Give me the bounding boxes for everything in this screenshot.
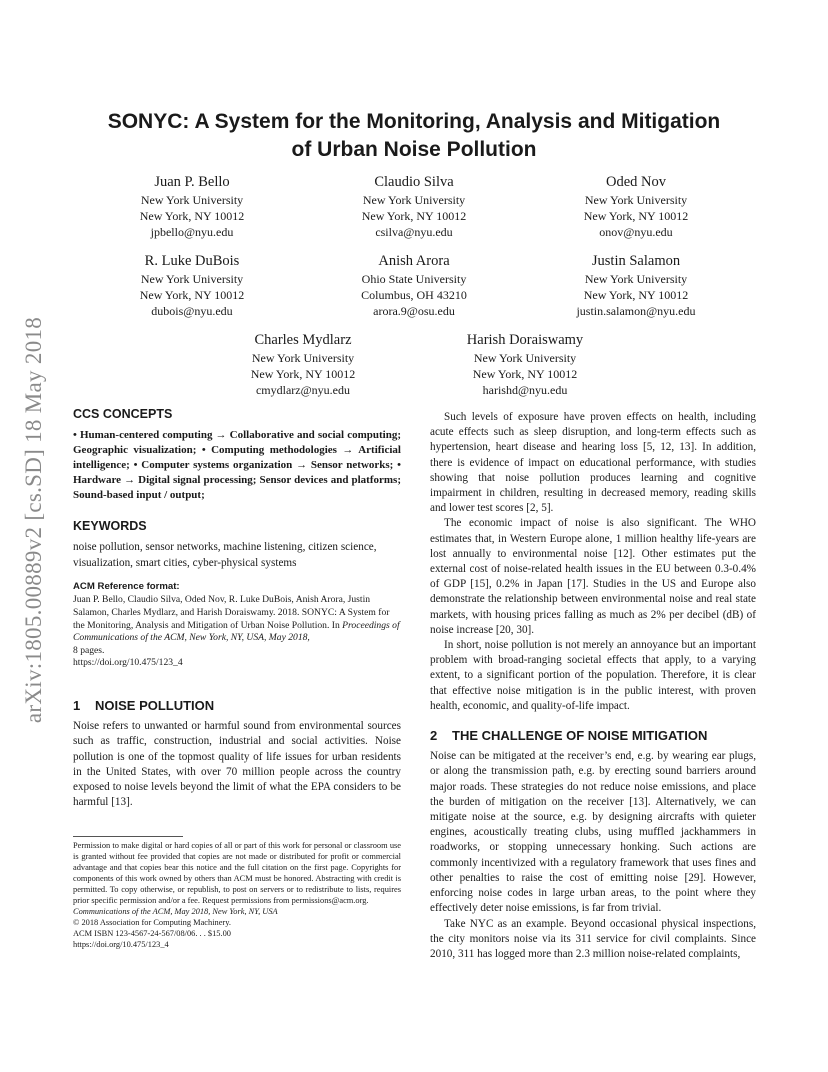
section-1-heading [73, 698, 401, 713]
author-affiliation: New York University [140, 193, 244, 207]
author-name: Oded Nov [605, 174, 666, 190]
acm-reference-pages: 8 pages. [73, 644, 105, 656]
author-affiliation: New York University [251, 351, 355, 365]
keywords-text: noise pollution, sensor networks, machine listening, citizen science, visualization, smart cities, cyber-physical systems [73, 541, 377, 569]
title-line-2: of Urban Noise Pollution [291, 138, 537, 161]
paragraph: In short, noise pollution is not merely an annoyance but an important problem with broad-ranging societal effects that apply, to a varying extent, to a significant portion of the population. Therefore, it is clear that effective noise mitigation is in the public interest, with proven health, economic, and quality-of-life impact. [430, 639, 756, 712]
author-email: cmydlarz@nyu.edu [255, 383, 351, 397]
section-2-number: 2 [430, 728, 438, 744]
author-name: Justin Salamon [591, 253, 681, 269]
paragraph: Such levels of exposure have proven effects on health, including acute effects such as sleep disruption, and long-term effects such as hypertension, heart disease and hearing loss [5, 12, 13]. In addition, there is evidence of impact on educational performance, with studies showing that noise pollution produces learning and cognitive impairment in children, resulting in decreased memory, reading skills and lower test scores [2, 5]. [430, 411, 756, 515]
author-address: New York, NY 10012 [139, 209, 245, 223]
footnote-isbn: ACM ISBN 123-4567-24-567/08/06. . . $15.00 [73, 929, 231, 938]
paper-title [72, 108, 756, 164]
ccs-concepts: • Human-centered computing → Collaborative and social computing; Geographic visualization; • Computing methodologies → Artificial intelligence; • Computer systems organization → Sensor networks; • Hardware → Digital signal processing; Sensor devices and platforms; Sound-based input / output; [73, 429, 401, 502]
author-address: Columbus, OH 43210 [361, 288, 467, 302]
author-name: Harish Doraiswamy [466, 332, 584, 348]
author-address: New York, NY 10012 [361, 209, 467, 223]
permission-footnote [73, 840, 401, 950]
acm-reference-doi[interactable]: https://doi.org/10.475/123_4 [73, 657, 183, 669]
author-block [314, 172, 514, 240]
author-address: New York, NY 10012 [472, 367, 578, 381]
author-email: arora.9@osu.edu [373, 304, 455, 318]
author-email: onov@nyu.edu [599, 225, 673, 239]
footnote-copyright: © 2018 Association for Computing Machinery. [73, 918, 231, 927]
footnote-rule [73, 836, 183, 837]
footnote-doi[interactable]: https://doi.org/10.475/123_4 [73, 940, 169, 949]
section-2-paragraph: Noise can be mitigated at the receiver’s end, e.g. by wearing ear plugs, or along the transmission path, e.g. by erecting sound barriers around major roads. These strategies do not reduce noise emissions, and place the burden of mitigation on the receiver [13]. Alternatively, we can mitigate noise at the source, e.g. by designing aircrafts with quieter engines, acoustically treating clubs, using muffled jackhammers in roadworks, or stopping unnecessary honking. Such actions are commonly incentivized with a regulatory framework that uses fines and other penalties to raise the cost of emitting noise [29]. However, enforcing noise codes in large urban areas, to the point where they effectively deter noise emissions, is far from trivial. [430, 750, 756, 915]
author-block [92, 172, 292, 240]
author-name: R. Luke DuBois [144, 253, 240, 269]
section-2-title: THE CHALLENGE OF NOISE MITIGATION [452, 728, 708, 744]
author-address: New York, NY 10012 [250, 367, 356, 381]
acm-reference-venue: Proceedings of Communications of the ACM, New York, NY, USA, May 2018, [73, 619, 400, 644]
right-column [430, 410, 756, 962]
section-2-heading [430, 728, 756, 743]
author-address: New York, NY 10012 [583, 288, 689, 302]
section-1-paragraph: Noise refers to unwanted or harmful sound from environmental sources such as traffic, construction, industrial and social activities. Noise pollution is one of the topmost quality of life issues for urban residents in the United States, with over 70 million people across the country exposed to noise levels beyond the limit of what the EPA considers to be harmful [13]. [73, 720, 401, 809]
author-block [536, 251, 736, 319]
author-affiliation: New York University [140, 272, 244, 286]
author-address: New York, NY 10012 [139, 288, 245, 302]
left-column [73, 407, 401, 810]
author-affiliation: New York University [473, 351, 577, 365]
author-block [425, 330, 625, 398]
arxiv-stamp: arXiv:1805.00889v2 [cs.SD] 18 May 2018 [21, 316, 46, 724]
author-affiliation: New York University [584, 272, 688, 286]
author-affiliation: New York University [362, 193, 466, 207]
author-name: Anish Arora [378, 253, 450, 269]
author-affiliation: Ohio State University [361, 272, 467, 286]
acm-reference-text: Juan P. Bello, Claudio Silva, Oded Nov, R. Luke DuBois, Anish Arora, Justin Salamon, Charles Mydlarz, and Harish Doraiswamy. 2018. SONYC: A System for the Monitoring, Analysis and Mitigation of Urban Noise Pollution. In [73, 594, 390, 631]
footnote-venue: Communications of the ACM, May 2018, New York, NY, USA [73, 907, 278, 916]
author-email: justin.salamon@nyu.edu [576, 304, 696, 318]
author-block [314, 251, 514, 319]
author-email: dubois@nyu.edu [151, 304, 233, 318]
author-email: harishd@nyu.edu [482, 383, 568, 397]
author-name: Charles Mydlarz [254, 332, 352, 348]
author-name: Claudio Silva [374, 174, 454, 190]
author-name: Juan P. Bello [154, 174, 230, 190]
author-block [203, 330, 403, 398]
section-1-number: 1 [73, 697, 81, 713]
author-email: jpbello@nyu.edu [150, 225, 234, 239]
author-block [92, 251, 292, 319]
author-block [536, 172, 736, 240]
section-1-title: NOISE POLLUTION [95, 697, 215, 713]
author-affiliation: New York University [584, 193, 688, 207]
keywords-heading: KEYWORDS [73, 519, 147, 534]
permission-text: Permission to make digital or hard copies of all or part of this work for personal or classroom use is granted without fee provided that copies are not made or distributed for profit or commercial advantage and that copies bear this notice and the full citation on the first page. Copyrights for components of this work owned by others than ACM must be honored. Abstracting with credit is permitted. To copy otherwise, or republish, to post on servers or to redistribute to lists, requires prior specific permission and/or a fee. Request permissions from permissions@acm.org. [73, 841, 401, 905]
section-2-paragraph: Take NYC as an example. Beyond occasional physical inspections, the city monitors noise via its 311 service for civil complaints. Since 2010, 311 has logged more than 2.3 million noise-related complaints, [430, 917, 756, 960]
acm-reference-heading: ACM Reference format: [73, 580, 180, 592]
paragraph: The economic impact of noise is also significant. The WHO estimates that, in Western Europe alone, 1 million healthy life-years are lost annually to environmental noise [12]. Other estimates put the external cost of noise-related health issues in the EU between 0.3-0.4% of GDP [15], 0.2% in Japan [17]. Studies in the US and Europe also demonstrate the relationship between environmental noise and real state markets, with housing prices falling as much as 2% per decibel (dB) of noise increase [20, 30]. [430, 517, 756, 636]
acm-reference [73, 581, 401, 670]
title-line-1: SONYC: A System for the Monitoring, Analysis and Mitigation [107, 110, 721, 133]
author-address: New York, NY 10012 [583, 209, 689, 223]
author-email: csilva@nyu.edu [375, 225, 453, 239]
ccs-heading: CCS CONCEPTS [73, 407, 173, 421]
